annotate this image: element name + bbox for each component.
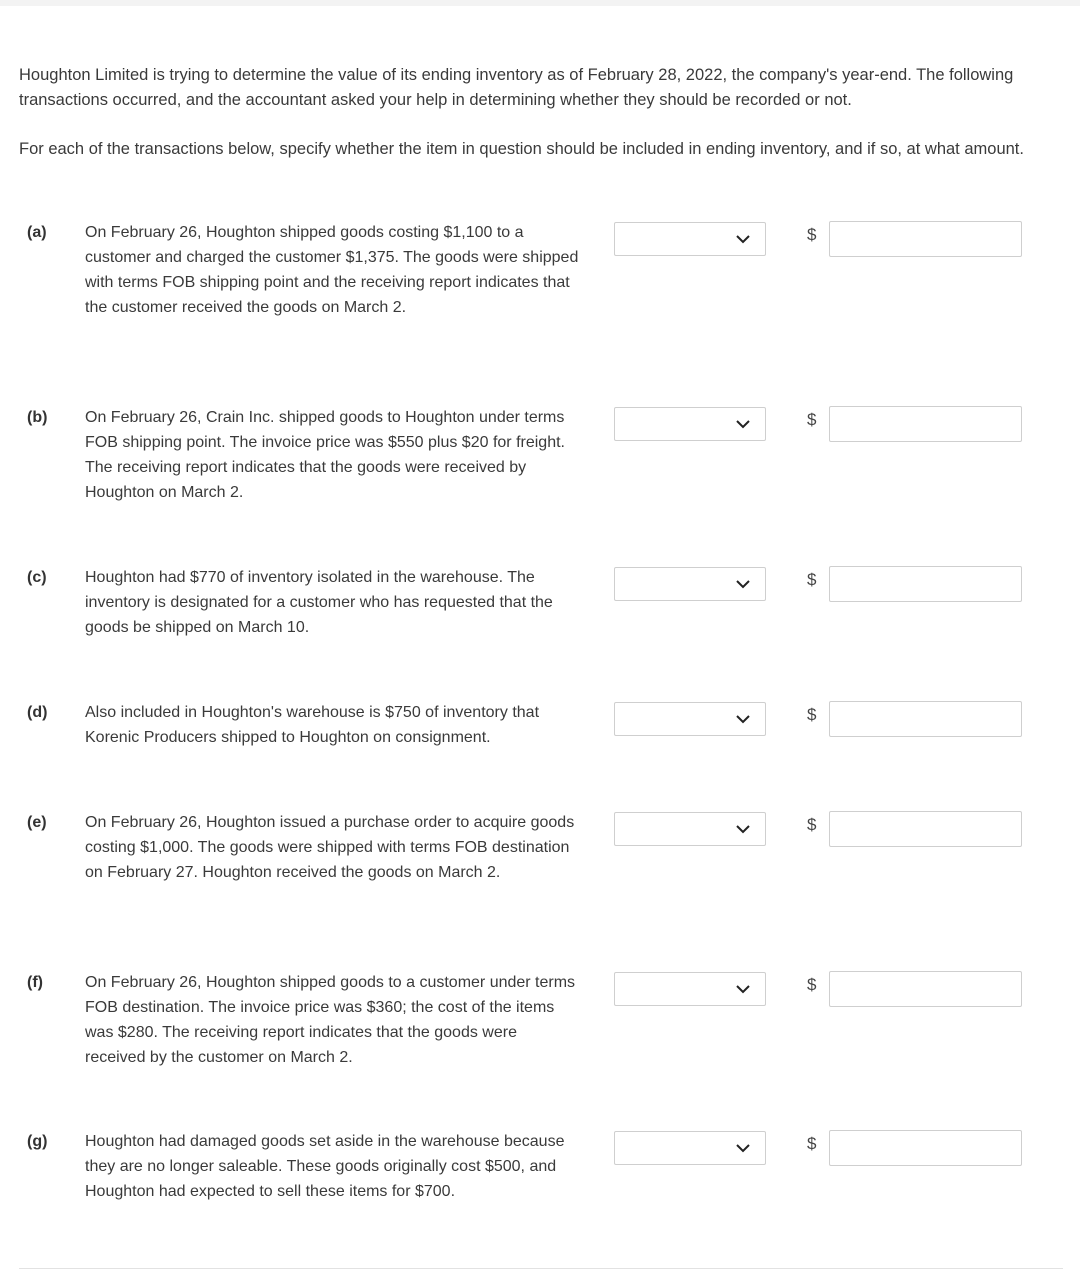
amount-input[interactable] xyxy=(829,811,1022,847)
transaction-description: Houghton had damaged goods set aside in the warehouse because they are no longer saleable. These goods originally cost $500, and Houghton had expected to sell these items for $700. xyxy=(85,1133,565,1200)
chevron-down-icon xyxy=(735,418,751,430)
transaction-label: (d) xyxy=(27,704,48,721)
inventory-treatment-select[interactable] xyxy=(614,702,766,736)
chevron-down-icon xyxy=(735,713,751,725)
amount-input[interactable] xyxy=(829,566,1022,602)
chevron-down-icon xyxy=(735,983,751,995)
currency-symbol: $ xyxy=(807,705,817,724)
currency-symbol: $ xyxy=(807,225,817,244)
chevron-down-icon xyxy=(735,823,751,835)
currency-symbol: $ xyxy=(807,410,817,429)
transaction-description: On February 26, Crain Inc. shipped goods to Houghton under terms FOB shipping point. The invoice price was $550 plus $20 for freight. The receiving report indicates that the goods were received by Houghton on March 2. xyxy=(85,409,565,501)
inventory-treatment-select[interactable] xyxy=(614,812,766,846)
amount-input[interactable] xyxy=(829,701,1022,737)
transaction-label: (b) xyxy=(27,409,48,426)
currency-symbol: $ xyxy=(807,570,817,589)
chevron-down-icon xyxy=(735,1142,751,1154)
transaction-description: On February 26, Houghton shipped goods to a customer under terms FOB destination. The invoice price was $360; the cost of the items was $280. The receiving report indicates that the goods were received by the customer on March 2. xyxy=(85,974,576,1066)
transaction-label: (f) xyxy=(27,974,43,991)
transaction-label: (g) xyxy=(27,1133,48,1150)
currency-symbol: $ xyxy=(807,815,817,834)
amount-input[interactable] xyxy=(829,1130,1022,1166)
instructions-paragraph: For each of the transactions below, specify whether the item in question should be included in ending inventory, and if so, at what amount. xyxy=(19,140,1024,158)
inventory-treatment-select[interactable] xyxy=(614,1131,766,1165)
chevron-down-icon xyxy=(735,233,751,245)
transaction-description: Houghton had $770 of inventory isolated in the warehouse. The inventory is designated for a customer who has requested that the goods be shipped on March 10. xyxy=(85,569,553,636)
transaction-description: On February 26, Houghton issued a purchase order to acquire goods costing $1,000. The goods were shipped with terms FOB destination on February 27. Houghton received the goods on March 2. xyxy=(85,814,575,881)
inventory-treatment-select[interactable] xyxy=(614,567,766,601)
transaction-label: (a) xyxy=(27,224,47,241)
intro-paragraph: Houghton Limited is trying to determine the value of its ending inventory as of February 28, 2022, the company's year-end. The following transactions occurred, and the accountant asked your help in determining whether they should be recorded or not. xyxy=(19,66,1014,109)
inventory-treatment-select[interactable] xyxy=(614,972,766,1006)
amount-input[interactable] xyxy=(829,221,1022,257)
transaction-description: Also included in Houghton's warehouse is $750 of inventory that Korenic Producers shipped to Houghton on consignment. xyxy=(85,704,540,746)
amount-input[interactable] xyxy=(829,971,1022,1007)
transaction-label: (e) xyxy=(27,814,47,831)
currency-symbol: $ xyxy=(807,1134,817,1153)
inventory-treatment-select[interactable] xyxy=(614,407,766,441)
transaction-description: On February 26, Houghton shipped goods costing $1,100 to a customer and charged the customer $1,375. The goods were shipped with terms FOB shipping point and the receiving report indicates that the customer received the goods on March 2. xyxy=(85,224,579,316)
inventory-treatment-select[interactable] xyxy=(614,222,766,256)
chevron-down-icon xyxy=(735,578,751,590)
top-divider xyxy=(0,0,1080,6)
currency-symbol: $ xyxy=(807,975,817,994)
transaction-label: (c) xyxy=(27,569,47,586)
bottom-divider xyxy=(19,1268,1063,1269)
amount-input[interactable] xyxy=(829,406,1022,442)
